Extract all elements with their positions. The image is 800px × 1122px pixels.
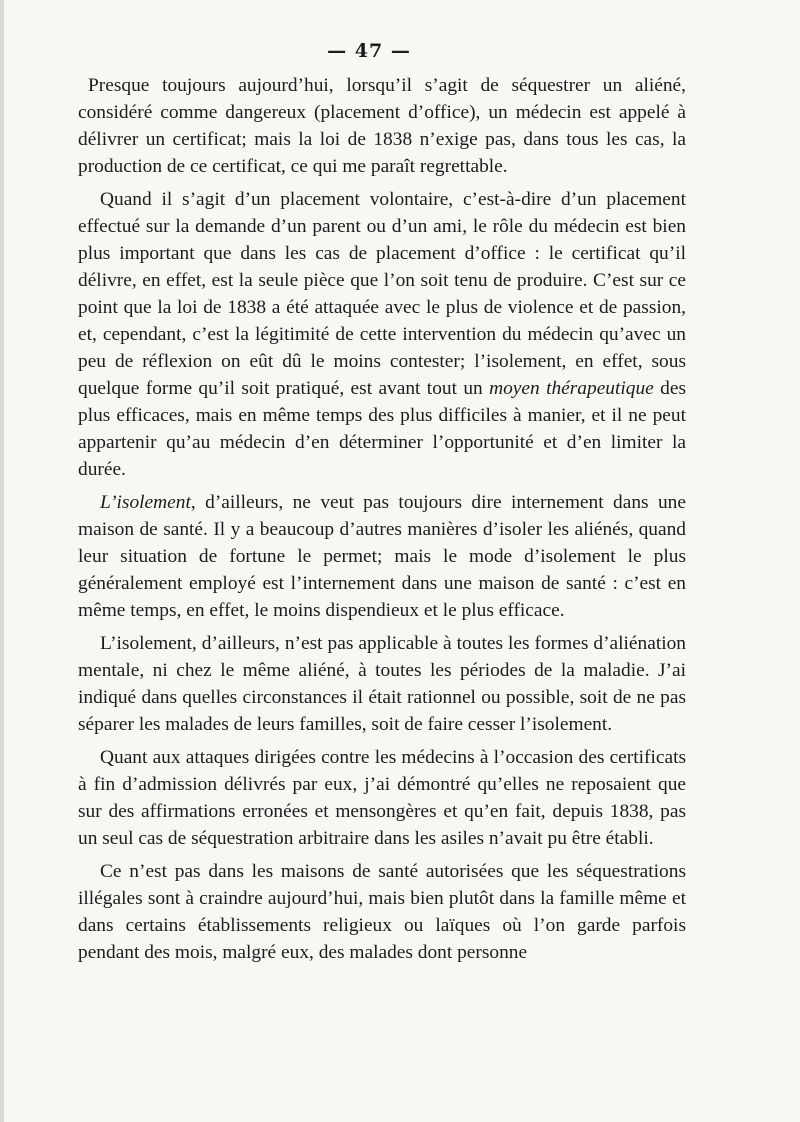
- paragraph-2-italic-term: moyen thérapeutique: [489, 378, 654, 399]
- paragraph-5: Quant aux attaques dirigées contre les médecins à l’occasion des certificats à fin d’admission délivrés par eux, j’ai démontré qu’elles ne reposaient que sur des affirmations erronées et mensongères et qu’en fait, depuis 1838, pas un seul cas de séquestration arbitraire dans les asiles n’avait pu être établi.: [78, 747, 686, 849]
- paragraph-2-text-end: des plus efficaces, mais en même temps des plus difficiles à manier, et il ne peut appartenir qu’au médecin d’en déterminer l’opportunité et d’en limiter la durée.: [78, 378, 686, 480]
- paragraph-2-text-start: Quand il s’agit d’un placement volontaire, c’est-à-dire d’un placement effectué sur la demande d’un parent ou d’un ami, le rôle du médecin est bien plus important que dans les cas de placement d’office : le certificat qu’il délivre, en effet, est la seule pièce que l’on soit tenu de produire. C’est sur ce point que la loi de 1838 a été attaquée avec le plus de violence et de passion, et, cependant, c’est la légitimité de cette intervention du médecin qu’avec un peu de réflexion on eût dû le moins contester; l’isolement, en effet, sous quelque forme qu’il soit pratiqué, est avant tout un: [78, 189, 686, 399]
- paragraph-3-text: , d’ailleurs, ne veut pas toujours dire internement dans une maison de santé. Il y a beaucoup d’autres manières d’isoler les aliénés, quand leur situation de fortune le permet; mais le mode d’isolement le plus généralement employé est l’internement dans une maison de santé : c’est en même temps, en effet, le moins dispendieux et le plus efficace.: [78, 492, 686, 621]
- paragraph-6: Ce n’est pas dans les maisons de santé autorisées que les séquestrations illégales sont à craindre aujourd’hui, mais bien plutôt dans la famille même et dans certains établissements religieux ou laïques où l’on garde parfois pendant des mois, malgré eux, des malades dont personne: [78, 861, 686, 963]
- body-text: [78, 72, 686, 972]
- paragraph-3-italic-term: L’isolement: [100, 492, 191, 513]
- paragraph-3: [78, 489, 686, 624]
- paragraph-4: L’isolement, d’ailleurs, n’est pas applicable à toutes les formes d’aliénation mentale, ni chez le même aliéné, à toutes les périodes de la maladie. J’ai indiqué dans quelles circonstances il était rationnel ou possible, soit de ne pas séparer les malades de leurs familles, soit de faire cesser l’isolement.: [78, 633, 686, 735]
- page-edge: [0, 0, 4, 1122]
- paragraph-1: Presque toujours aujourd’hui, lorsqu’il s’agit de séquestrer un aliéné, considéré comme dangereux (placement d’office), un médecin est appelé à délivrer un certificat; mais la loi de 1838 n’exige pas, dans tous les cas, la production de ce certificat, ce qui me paraît regrettable.: [78, 75, 686, 177]
- paragraph-2: [78, 186, 686, 483]
- page-number: — 47 —: [327, 40, 411, 62]
